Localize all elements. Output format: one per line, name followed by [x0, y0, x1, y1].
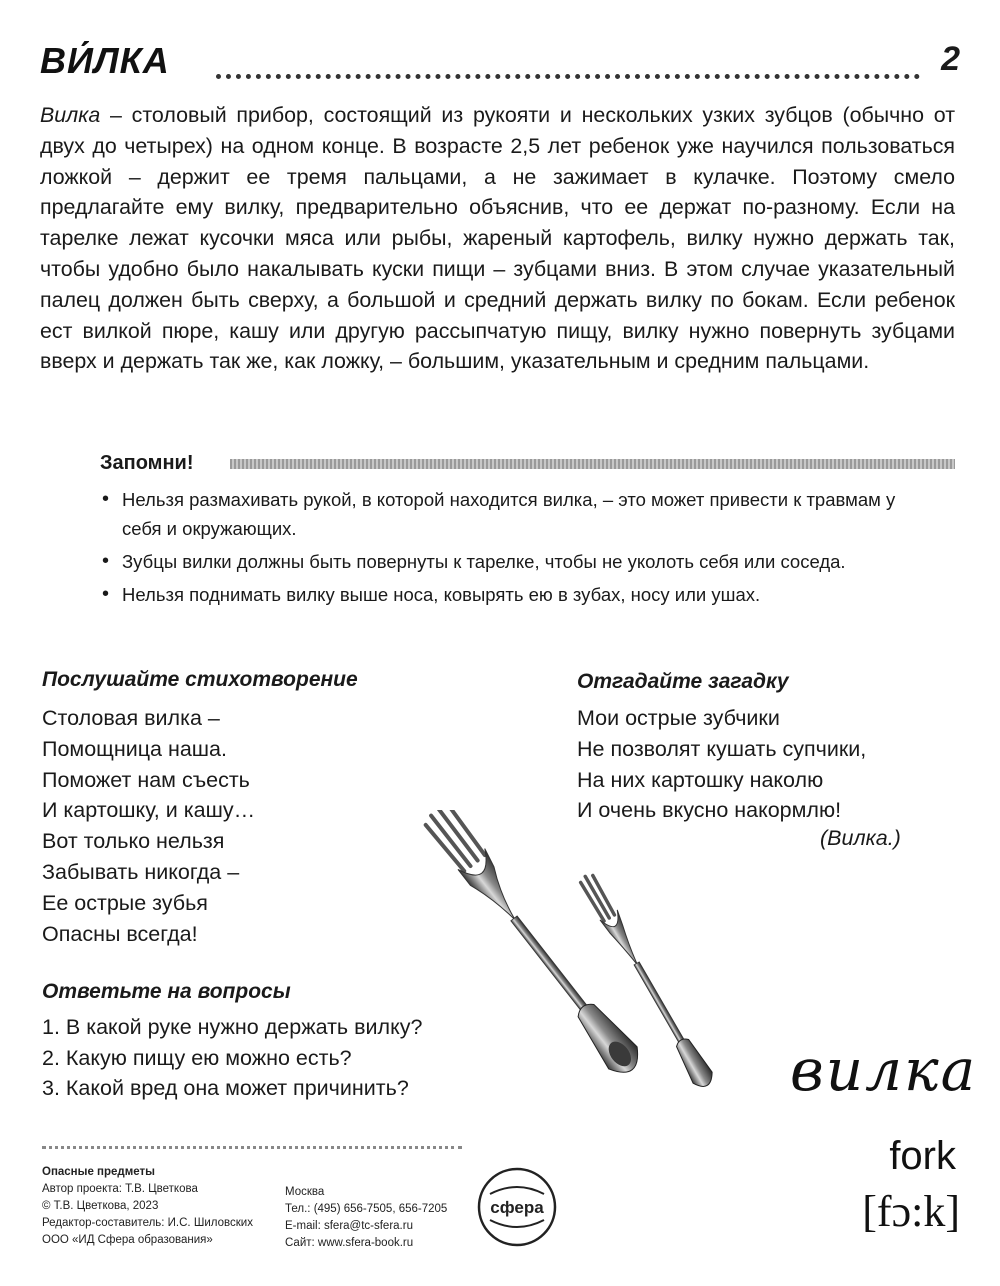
riddle-answer: (Вилка.) — [820, 826, 901, 850]
title-dotted-leader — [216, 74, 920, 79]
page-number: 2 — [941, 40, 960, 78]
questions-list — [42, 1012, 422, 1104]
intro-term: Вилка — [40, 103, 101, 127]
poem-line: Столовая вилка – — [42, 706, 220, 730]
transcription: [fɔ:k] — [862, 1187, 960, 1236]
intro-text: – столовый прибор, состоящий из рукояти и нескольких узких зубцов (обычно от двух до четырех) на одном конце. В возрасте 2,5 лет ребенок уже научился пользоваться ложкой – держит ее тремя пальцами, а не зажимает в кулачке. Поэтому смело предлагайте ему вилку, предварительно объяснив, что ее держат по-разному. Если на тарелке лежат кусочки мяса или рыбы, жареный картофель, вилку нужно держать так, чтобы удобно было накалывать куски пищи – зубцами вниз. В этом случае указательный палец должен быть сверху, а большой и средний держать вилку по бокам. Если ребенок ест вилкой пюре, кашу или другую рассыпчатую пищу, вилку нужно повернуть зубцами вверх и держать так же, как ложку, – большим, указательным и средним пальцами. — [40, 103, 955, 374]
remember-divider-bar — [230, 459, 955, 469]
page-title: ВИ́ЛКА — [40, 40, 170, 81]
footer-email: E-mail: sfera@tc-sfera.ru — [285, 1220, 413, 1232]
footer-series: Опасные предметы — [42, 1166, 155, 1178]
question-item: 3. Какой вред она может причинить? — [42, 1076, 409, 1101]
riddle — [577, 703, 866, 826]
forks-illustration — [410, 810, 770, 1150]
poem-line: И картошку, и кашу… — [42, 798, 256, 823]
footer-divider — [42, 1146, 462, 1149]
title-row — [40, 40, 960, 90]
small-fork-icon — [577, 870, 717, 1091]
remember-list — [100, 485, 930, 613]
english-word: fork — [889, 1134, 956, 1178]
remember-label: Запомни! — [100, 452, 194, 474]
poem-line: Вот только нельзя — [42, 829, 225, 854]
poem-line: Забывать никогда – — [42, 859, 240, 884]
remember-item: • Нельзя размахивать рукой, в которой находится вилка, – это может привести к травмам у себя и окружающих. — [100, 485, 930, 543]
poem-heading: Послушайте стихотворение — [42, 668, 358, 691]
sfera-logo-icon — [476, 1166, 558, 1248]
footer-publisher: ООО «ИД Сфера образования» — [42, 1234, 213, 1246]
footer-phone: Тел.: (495) 656-7505, 656-7205 — [285, 1203, 448, 1215]
poem-line: Поможет нам съесть — [42, 767, 250, 792]
large-fork-icon — [419, 810, 648, 1081]
footer-credits — [42, 1164, 253, 1249]
poem-line: Помощница наша. — [42, 736, 227, 761]
question-item: 2. Какую пищу ею можно есть? — [42, 1045, 352, 1070]
logo-text: сфера — [490, 1198, 544, 1217]
remember-item: • Нельзя поднимать вилку выше носа, ковырять ею в зубах, носу или ушах. — [100, 580, 930, 609]
footer-contacts — [285, 1184, 447, 1252]
footer-author: Автор проекта: Т.В. Цветкова — [42, 1183, 198, 1195]
cursive-word: вилка — [790, 1036, 978, 1104]
remember-header — [100, 452, 955, 482]
poem-line: Ее острые зубья — [42, 890, 208, 915]
poem — [42, 703, 255, 949]
questions-heading: Ответьте на вопросы — [42, 980, 291, 1003]
footer-site: Сайт: www.sfera-book.ru — [285, 1237, 414, 1249]
riddle-line: Мои острые зубчики — [577, 706, 780, 730]
footer-city: Москва — [285, 1186, 325, 1198]
riddle-line: И очень вкусно накормлю! — [577, 798, 842, 823]
riddle-line: На них картошку наколю — [577, 767, 824, 792]
question-item: 1. В какой руке нужно держать вилку? — [42, 1015, 423, 1039]
poem-line: Опасны всегда! — [42, 921, 198, 946]
remember-item: • Зубцы вилки должны быть повернуты к тарелке, чтобы не уколоть себя или соседа. — [100, 547, 930, 576]
intro-paragraph — [40, 100, 955, 377]
footer-copyright: © Т.В. Цветкова, 2023 — [42, 1200, 159, 1212]
riddle-heading: Отгадайте загадку — [577, 670, 789, 693]
riddle-line: Не позволят кушать супчики, — [577, 736, 867, 761]
footer-editor: Редактор-составитель: И.С. Шиловских — [42, 1217, 253, 1229]
